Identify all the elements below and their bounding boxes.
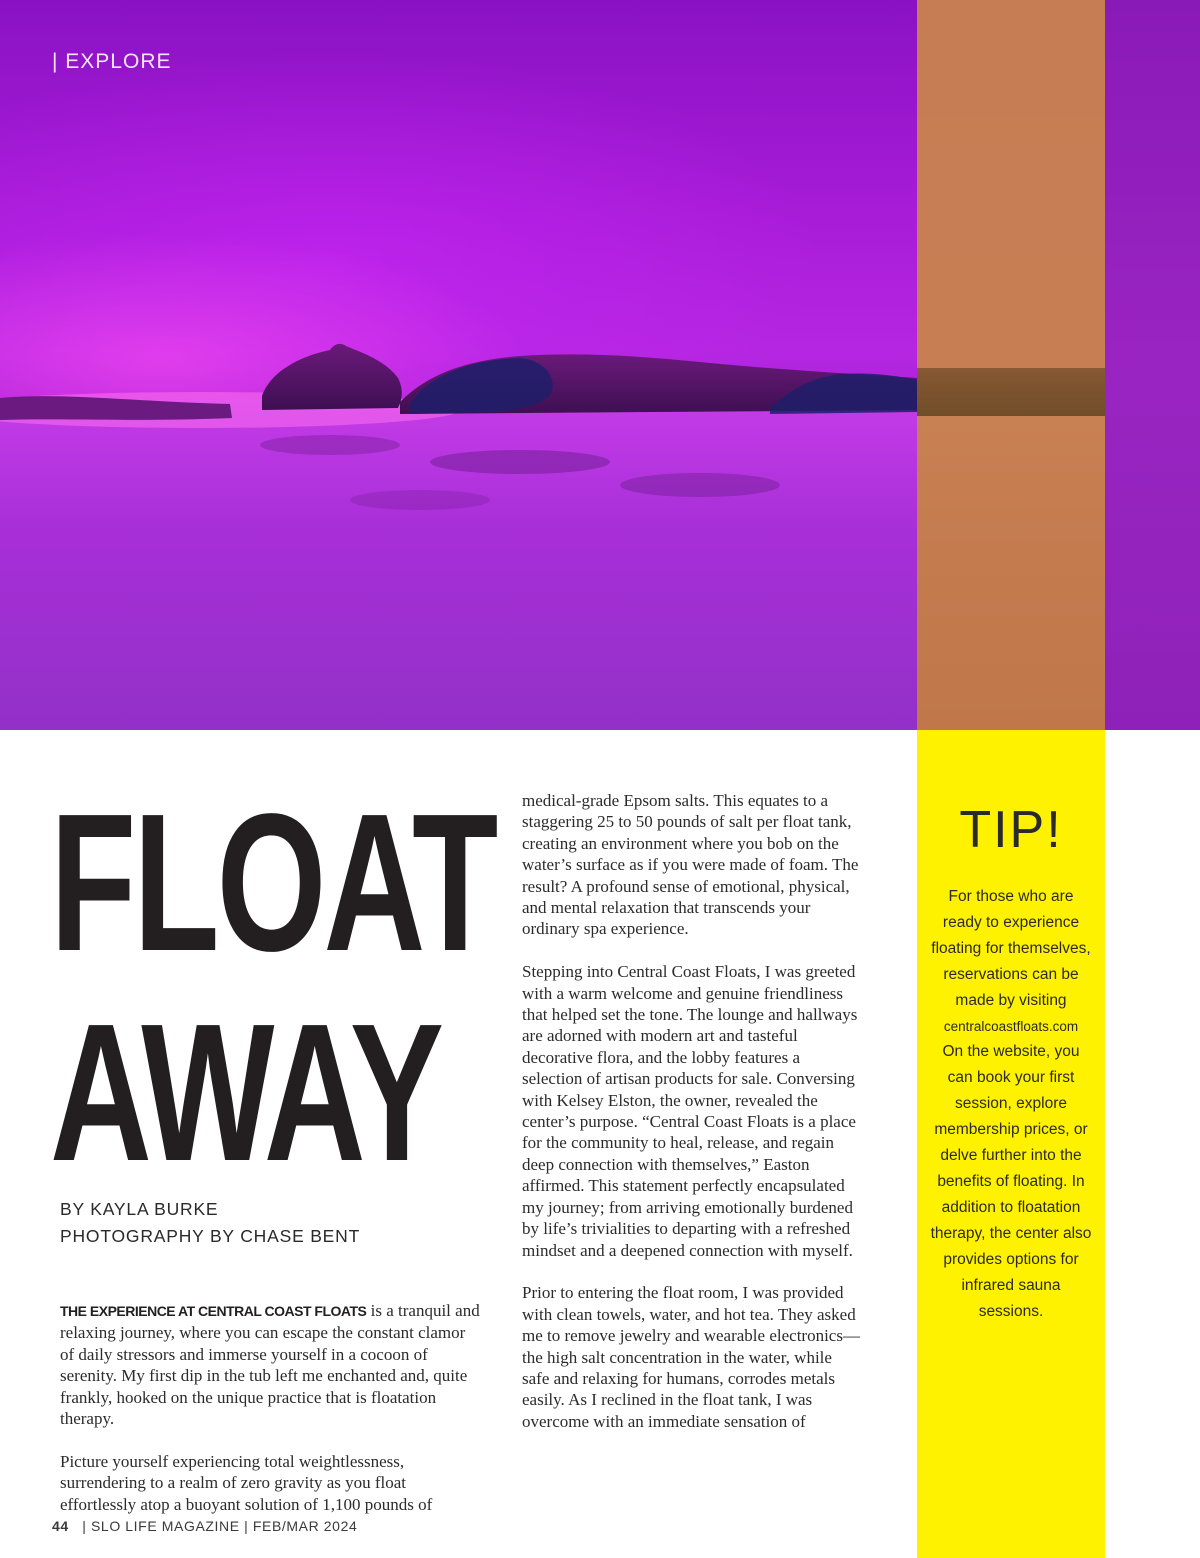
band-water-line [917, 368, 1105, 416]
tip-text-before: For those who are ready to experience floating for themselves, reservations can be made by visiting [931, 888, 1091, 1009]
page-number: 44 [52, 1518, 69, 1534]
tip-url-link[interactable]: centralcoastfloats.com [943, 1018, 1079, 1034]
article-paragraph: medical-grade Epsom salts. This equates to a staggering 25 to 50 pounds of salt per float tank, creating an environment where you bob on the water’s surface as if you were made of foam. The result? A profound sense of emotional, physical, and mental relaxation that transcends your ordinary spa experience. [522, 791, 859, 939]
headline-line-1: FLOAT [50, 773, 496, 992]
tip-title: TIP! [959, 801, 1063, 859]
article-paragraph: Stepping into Central Coast Floats, I was greeted with a warm welcome and genuine friendliness that helped set the tone. The lounge and hallways are adorned with modern art and tasteful decorative flora, and the lobby features a selection of artisan products for sale. Conversing with Kelsey Elston, the owner, revealed the center’s purpose. “Central Coast Floats is a place for the community to heal, release, and regain deep connection with themselves,” Easton affirmed. This statement perfectly encapsulated my journey; from arriving emotionally burdened by life’s trivialities to departing with a refreshed mindset and a deepened connection with myself. [522, 962, 858, 1260]
byline [60, 1196, 360, 1250]
headline-line-2: AWAY [50, 983, 442, 1202]
page-footer [52, 1518, 357, 1534]
article-column-1 [60, 1300, 480, 1536]
tip-text-after: On the website, you can book your first session, explore membership prices, or delve further into the benefits of floating. In addition to floatation therapy, the center also provides options for infrared sauna sessions. [930, 1043, 1092, 1320]
article-paragraph: Prior to entering the float room, I was provided with clean towels, water, and hot tea. They asked me to remove jewelry and wearable electronics—the high salt concentration in the water, while safe and relaxing for humans, corrodes metals easily. As I reclined in the float tank, I was overcome with an immediate sensation of [522, 1283, 860, 1431]
lead-in: THE EXPERIENCE AT CENTRAL COAST FLOATS [60, 1303, 367, 1319]
accent-band-photo [917, 0, 1105, 730]
article-paragraph: THE EXPERIENCE AT CENTRAL COAST FLOATS is a tranquil and relaxing journey, where you can escape the constant clamor of daily stressors and immerse yourself in a cocoon of serenity. My first dip in the tub left me enchanted and, quite frankly, hooked on the unique practice that is floatation therapy. [60, 1301, 480, 1429]
hero-photo-right-edge [1105, 0, 1200, 730]
tip-body [928, 884, 1094, 1324]
article-column-2 [522, 790, 862, 1454]
byline-photographer: PHOTOGRAPHY BY CHASE BENT [60, 1226, 361, 1246]
footer-publication: | SLO LIFE MAGAZINE | FEB/MAR 2024 [82, 1518, 358, 1534]
article-paragraph: Picture yourself experiencing total weightlessness, surrendering to a realm of zero gravity as you float effortlessly atop a buoyant solution of 1,100 pounds of [60, 1451, 433, 1514]
section-tag: | EXPLORE [52, 50, 172, 73]
band-lower [917, 416, 1105, 730]
article-headline [50, 773, 496, 1202]
byline-author: BY KAYLA BURKE [60, 1199, 219, 1219]
